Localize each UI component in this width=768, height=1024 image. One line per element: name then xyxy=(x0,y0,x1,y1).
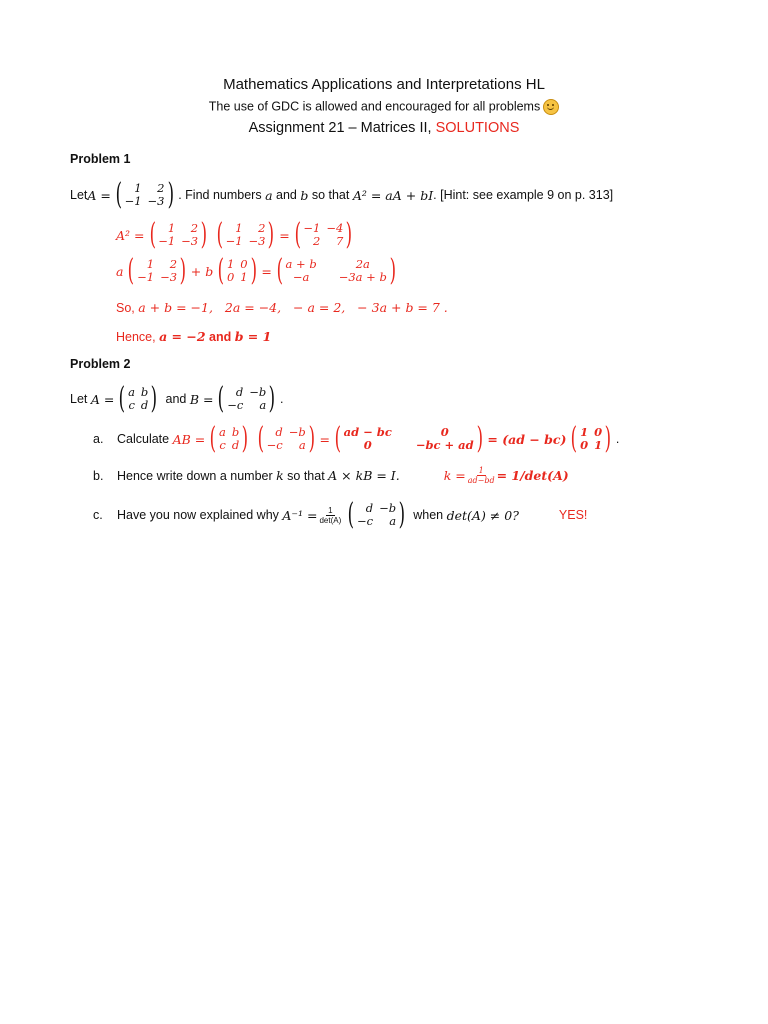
solution-1-answer xyxy=(116,329,271,344)
so-text: So, xyxy=(116,300,139,315)
equation: A² = aA + bI xyxy=(352,187,434,203)
item-label: b. xyxy=(93,468,104,483)
document-subtitle xyxy=(0,99,768,115)
let-text: Let xyxy=(70,188,88,202)
problem-1-heading: Problem 1 xyxy=(70,152,131,166)
k-answer: = 1/det(A) xyxy=(496,468,569,483)
problem-1-statement xyxy=(70,177,614,212)
a-squared: A² = xyxy=(116,227,145,243)
matrix-result: ( a + b 2a −a −3a + b ) xyxy=(276,253,396,288)
determinant-factor: = (ad − bc) xyxy=(487,431,567,447)
problem-2b xyxy=(93,466,569,485)
solution-1-line-1 xyxy=(116,217,357,252)
and-text: and xyxy=(162,392,190,406)
matrix-a: ( a b c d ) xyxy=(209,421,249,456)
solution-1-line-3 xyxy=(116,300,448,315)
problem-2c xyxy=(93,497,588,532)
so-that-text: so that xyxy=(283,468,329,483)
let-text: Let xyxy=(70,392,91,406)
smiling-face-icon xyxy=(543,99,559,115)
plus-b: + b xyxy=(190,263,214,279)
calculate-text: Calculate xyxy=(117,432,173,446)
matrix: ( 1 2 −1 −3 ) xyxy=(128,253,187,288)
item-label: a. xyxy=(93,432,104,446)
and-text: and xyxy=(205,329,235,344)
matrix-a: ( a b c d ) xyxy=(118,381,158,416)
matrix: ( 1 2 −1 −3 ) xyxy=(216,217,275,252)
find-text: . Find numbers xyxy=(178,188,262,202)
when-text: when xyxy=(409,508,447,522)
adjugate-matrix: ( d −b −c a ) xyxy=(347,497,406,532)
identity-matrix: ( 1 0 0 1 ) xyxy=(571,421,612,456)
problem-2a xyxy=(93,421,620,456)
matrix-a-label: A = xyxy=(87,187,111,203)
fraction: $\frac{1}{\det(A)}$ xyxy=(319,505,342,525)
hence-text: Hence write down a number xyxy=(117,468,277,483)
condition: det(A) ≠ 0? xyxy=(446,507,519,523)
identity-matrix: ( 1 0 0 1 ) xyxy=(217,253,257,288)
subtitle-text: The use of GDC is allowed and encouraged for all problems xyxy=(208,99,541,114)
and-text: and xyxy=(272,188,301,202)
yes-answer: YES! xyxy=(558,508,588,522)
so-that-text: so that xyxy=(308,188,353,202)
ab-label: AB = xyxy=(172,431,206,447)
problem-2-statement xyxy=(70,381,284,416)
explained-text: Have you now explained why xyxy=(117,508,283,522)
inverse-label: A⁻¹ = xyxy=(282,507,318,523)
k-equals: k = xyxy=(443,468,466,483)
equation: A × kB = I. xyxy=(328,468,400,483)
var-k: k xyxy=(276,468,284,483)
period: . xyxy=(279,392,284,406)
matrix: ( 1 2 −1 −3 ) xyxy=(149,217,208,252)
solution-1-line-2 xyxy=(116,253,401,288)
solutions-label: SOLUTIONS xyxy=(435,120,520,136)
answer-a: a = −2 xyxy=(159,329,206,344)
equals: = xyxy=(279,227,290,243)
document-title: Mathematics Applications and Interpretations HL xyxy=(223,76,545,93)
item-label: c. xyxy=(93,508,103,522)
assignment-heading xyxy=(0,120,768,136)
problem-2-heading: Problem 2 xyxy=(70,357,131,371)
matrix-b-label: B = xyxy=(189,391,214,407)
matrix-a: ( 1 2 −1 −3 ) xyxy=(115,177,174,212)
fraction: $\frac{1}{ad-bd}$ xyxy=(467,466,495,485)
matrix-a-label: A = xyxy=(90,391,115,407)
matrix-b: ( d −b −c a ) xyxy=(218,381,276,416)
var-a: a xyxy=(265,187,273,203)
period: . xyxy=(615,432,620,446)
matrix-product: ( ad − bc 0 0 −bc + ad ) xyxy=(334,421,483,456)
var-a: a xyxy=(116,263,124,279)
matrix-result: ( −1 −4 2 7 ) xyxy=(294,217,353,252)
equals: = xyxy=(261,263,272,279)
hence-text: Hence, xyxy=(116,329,160,344)
matrix-b: ( d −b −c a ) xyxy=(257,421,315,456)
system-of-equations: a + b = −1, 2a = −4, − a = 2, − 3a + b = 7 . xyxy=(138,300,448,315)
answer-b: b = 1 xyxy=(234,329,272,344)
assignment-title: Assignment 21 – Matrices II, xyxy=(248,120,436,136)
var-b: b xyxy=(300,187,309,203)
equals: = xyxy=(319,431,330,447)
hint-text: . [Hint: see example 9 on p. 313] xyxy=(433,188,614,202)
